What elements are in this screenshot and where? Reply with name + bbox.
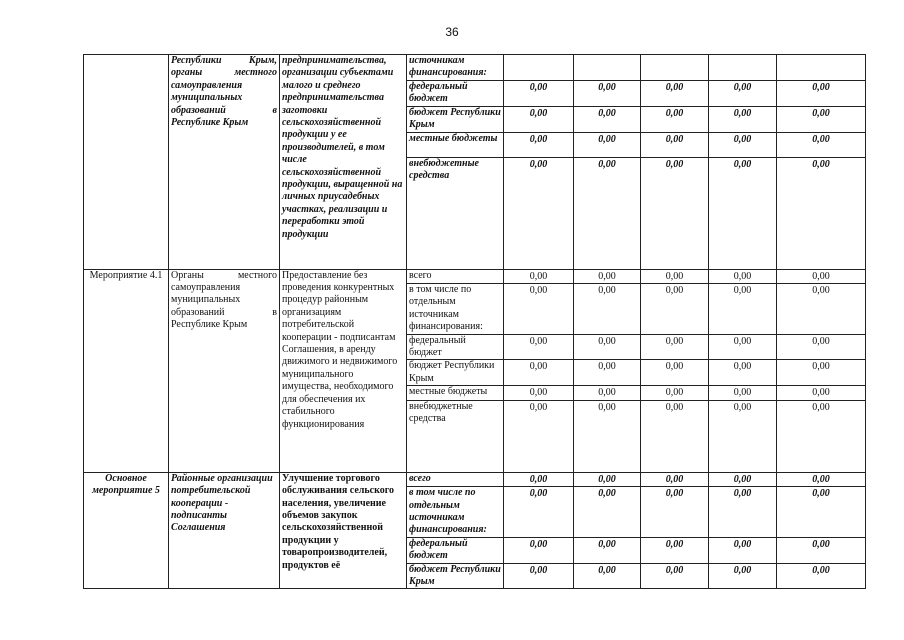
value-cell: 0,00 xyxy=(709,269,777,283)
event-name-cell: Мероприятие 4.1 xyxy=(84,269,169,472)
funding-source-cell: всего xyxy=(407,269,504,283)
value-cell: 0,00 xyxy=(574,563,641,589)
funding-source-cell: федеральный бюджет xyxy=(407,334,504,360)
value-cell: 0,00 xyxy=(777,284,866,335)
value-cell: 0,00 xyxy=(777,563,866,589)
value-cell: 0,00 xyxy=(777,334,866,360)
value-cell: 0,00 xyxy=(777,400,866,472)
value-cell: 0,00 xyxy=(777,106,866,132)
value-cell: 0,00 xyxy=(504,81,574,107)
value-cell xyxy=(777,55,866,81)
value-cell: 0,00 xyxy=(709,81,777,107)
event-name-cell xyxy=(84,55,169,270)
value-cell: 0,00 xyxy=(504,360,574,386)
value-cell: 0,00 xyxy=(504,563,574,589)
value-cell: 0,00 xyxy=(709,360,777,386)
value-cell: 0,00 xyxy=(777,537,866,563)
value-cell: 0,00 xyxy=(504,157,574,269)
funding-source-cell: всего xyxy=(407,472,504,486)
value-cell: 0,00 xyxy=(574,360,641,386)
value-cell: 0,00 xyxy=(574,386,641,400)
value-cell: 0,00 xyxy=(709,284,777,335)
value-cell: 0,00 xyxy=(641,537,709,563)
value-cell: 0,00 xyxy=(709,400,777,472)
value-cell: 0,00 xyxy=(641,400,709,472)
value-cell xyxy=(574,55,641,81)
value-cell: 0,00 xyxy=(641,269,709,283)
value-cell: 0,00 xyxy=(574,334,641,360)
value-cell: 0,00 xyxy=(641,472,709,486)
value-cell: 0,00 xyxy=(709,537,777,563)
value-cell: 0,00 xyxy=(641,81,709,107)
value-cell: 0,00 xyxy=(574,269,641,283)
value-cell: 0,00 xyxy=(504,487,574,538)
value-cell: 0,00 xyxy=(709,472,777,486)
value-cell: 0,00 xyxy=(504,334,574,360)
funding-source-cell: местные бюджеты xyxy=(407,386,504,400)
value-cell: 0,00 xyxy=(574,132,641,157)
value-cell: 0,00 xyxy=(709,132,777,157)
value-cell: 0,00 xyxy=(574,487,641,538)
value-cell: 0,00 xyxy=(574,472,641,486)
value-cell: 0,00 xyxy=(504,284,574,335)
page-number: 36 xyxy=(445,25,459,39)
funding-source-cell: бюджет Республики Крым xyxy=(407,106,504,132)
table-row xyxy=(84,55,866,81)
value-cell: 0,00 xyxy=(641,284,709,335)
value-cell: 0,00 xyxy=(777,269,866,283)
value-cell: 0,00 xyxy=(504,269,574,283)
event-name-cell: Основное мероприятие 5 xyxy=(84,472,169,589)
value-cell: 0,00 xyxy=(777,157,866,269)
value-cell: 0,00 xyxy=(777,81,866,107)
value-cell: 0,00 xyxy=(641,157,709,269)
program-table xyxy=(83,54,866,589)
value-cell: 0,00 xyxy=(709,157,777,269)
event-description-cell: Предоставление без проведения конкурентных процедур районным организациям потребительской кооперации - подписантам Соглашения, в аренду движимого и недвижимого муниципального имущества, необходимого для обеспечения их стабильного функционирования xyxy=(280,269,407,472)
value-cell: 0,00 xyxy=(777,360,866,386)
value-cell: 0,00 xyxy=(709,386,777,400)
value-cell: 0,00 xyxy=(504,472,574,486)
value-cell: 0,00 xyxy=(504,106,574,132)
value-cell: 0,00 xyxy=(641,563,709,589)
value-cell xyxy=(504,55,574,81)
funding-source-cell: внебюджетные средства xyxy=(407,400,504,472)
funding-source-cell: бюджет Республики Крым xyxy=(407,360,504,386)
value-cell: 0,00 xyxy=(504,386,574,400)
funding-source-cell: в том числе по отдельным источникам финансирования: xyxy=(407,487,504,538)
funding-source-cell: федеральный бюджет xyxy=(407,81,504,107)
executor-cell: Республики Крым, органы местного самоуправления муниципальных образований в Республике Крым xyxy=(169,55,280,270)
value-cell: 0,00 xyxy=(574,284,641,335)
value-cell xyxy=(641,55,709,81)
value-cell: 0,00 xyxy=(504,537,574,563)
funding-source-cell: источникам финансирования: xyxy=(407,55,504,81)
value-cell: 0,00 xyxy=(709,487,777,538)
value-cell: 0,00 xyxy=(777,487,866,538)
value-cell: 0,00 xyxy=(777,386,866,400)
value-cell: 0,00 xyxy=(709,563,777,589)
table-row xyxy=(84,269,866,283)
value-cell: 0,00 xyxy=(641,106,709,132)
funding-source-cell: бюджет Республики Крым xyxy=(407,563,504,589)
value-cell: 0,00 xyxy=(574,157,641,269)
value-cell: 0,00 xyxy=(574,537,641,563)
value-cell: 0,00 xyxy=(641,132,709,157)
value-cell: 0,00 xyxy=(504,400,574,472)
value-cell: 0,00 xyxy=(777,472,866,486)
value-cell: 0,00 xyxy=(777,132,866,157)
funding-source-cell: в том числе по отдельным источникам финансирования: xyxy=(407,284,504,335)
value-cell: 0,00 xyxy=(709,106,777,132)
funding-source-cell: федеральный бюджет xyxy=(407,537,504,563)
value-cell: 0,00 xyxy=(504,132,574,157)
executor-cell: Районные организации потребительской кооперации - подписанты Соглашения xyxy=(169,472,280,589)
funding-source-cell: внебюджетные средства xyxy=(407,157,504,269)
event-description-cell: предпринимательства, организации субъектами малого и среднего предпринимательства заготовки сельскохозяйственной продукции у ее производителей, в том числе сельскохозяйственной продукции, выращенной на личных приусадебных участках, реализации и переработки этой продукции xyxy=(280,55,407,270)
value-cell: 0,00 xyxy=(574,400,641,472)
value-cell: 0,00 xyxy=(574,81,641,107)
value-cell xyxy=(709,55,777,81)
value-cell: 0,00 xyxy=(641,334,709,360)
table-row xyxy=(84,472,866,486)
value-cell: 0,00 xyxy=(641,487,709,538)
value-cell: 0,00 xyxy=(641,360,709,386)
value-cell: 0,00 xyxy=(641,386,709,400)
value-cell: 0,00 xyxy=(709,334,777,360)
funding-source-cell: местные бюджеты xyxy=(407,132,504,157)
value-cell: 0,00 xyxy=(574,106,641,132)
executor-cell: Органы местного самоуправления муниципальных образований в Республике Крым xyxy=(169,269,280,472)
event-description-cell: Улучшение торгового обслуживания сельского населения, увеличение объемов закупок сельскохозяйственной продукции у товаропроизводителей, продуктов её xyxy=(280,472,407,589)
